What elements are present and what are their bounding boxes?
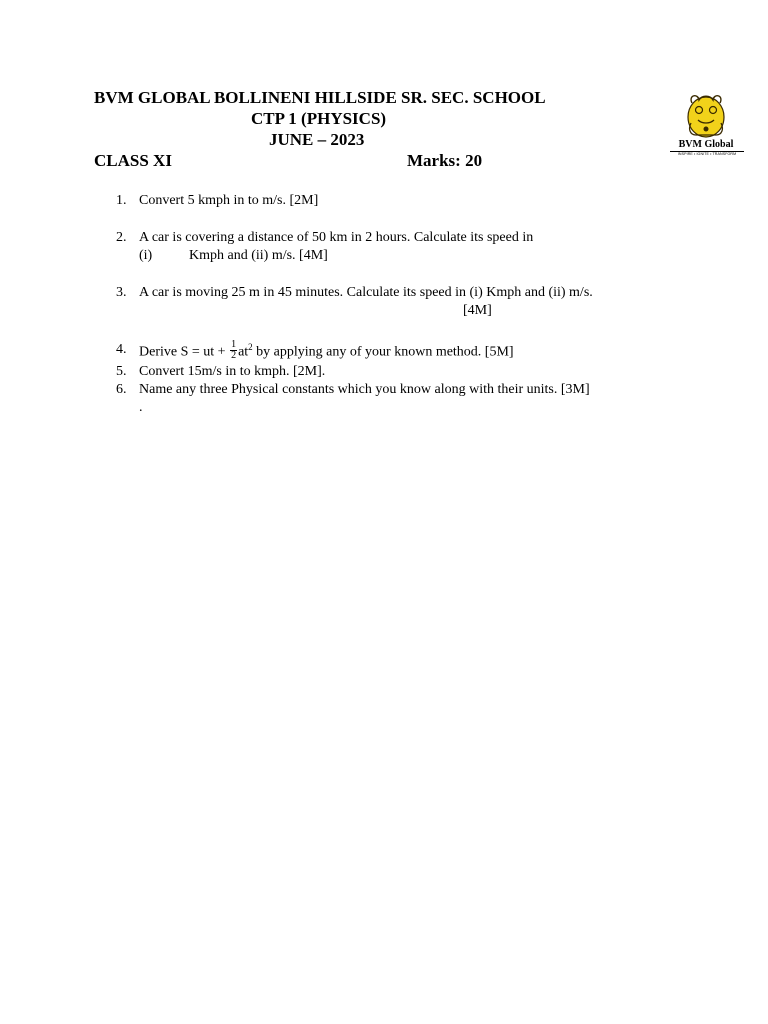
school-name: BVM GLOBAL BOLLINENI HILLSIDE SR. SEC. SCHOOL bbox=[94, 88, 546, 107]
marks-label: Marks: 20 bbox=[407, 151, 483, 170]
question-number: 2. bbox=[116, 230, 127, 245]
question-marks: [4M] bbox=[463, 303, 492, 318]
question-text: Kmph and (ii) m/s. [4M] bbox=[189, 248, 328, 263]
question-number: 4. bbox=[116, 342, 127, 357]
equation-term: at bbox=[238, 344, 249, 360]
equation-prefix: Derive S = ut + bbox=[139, 344, 230, 360]
fraction-numerator: 1 bbox=[231, 339, 237, 350]
paper-title: CTP 1 (PHYSICS) bbox=[251, 109, 387, 128]
fraction bbox=[230, 340, 237, 361]
school-logo bbox=[668, 93, 748, 159]
fraction-denominator: 2 bbox=[231, 350, 237, 361]
logo-tagline: INSPIRE • IGNITE • TRANSFORM bbox=[677, 152, 737, 156]
question-text: A car is covering a distance of 50 km in 2 hours. Calculate its speed in bbox=[139, 230, 534, 245]
question-text: Convert 15m/s in to kmph. [2M]. bbox=[139, 364, 326, 379]
logo-name: BVM Global bbox=[678, 139, 734, 150]
question-text: A car is moving 25 m in 45 minutes. Calculate its speed in (i) Kmph and (ii) m/s. bbox=[139, 285, 593, 300]
equation-suffix: by applying any of your known method. [5M] bbox=[252, 344, 514, 360]
question-text: Name any three Physical constants which you know along with their units. [3M] bbox=[139, 382, 590, 397]
question-number: 1. bbox=[116, 193, 127, 208]
question-text bbox=[139, 339, 514, 363]
question-text: Convert 5 kmph in to m/s. [2M] bbox=[139, 193, 319, 208]
question-number: 5. bbox=[116, 364, 127, 379]
question-number: 6. bbox=[116, 382, 127, 397]
class-label: CLASS XI bbox=[94, 151, 172, 170]
trailing-period: . bbox=[139, 400, 143, 415]
exponent: 2 bbox=[248, 342, 253, 353]
paper-date: JUNE – 2023 bbox=[269, 130, 365, 149]
emblem-icon bbox=[668, 93, 744, 139]
sub-part-label: (i) bbox=[139, 248, 153, 263]
question-number: 3. bbox=[116, 285, 127, 300]
